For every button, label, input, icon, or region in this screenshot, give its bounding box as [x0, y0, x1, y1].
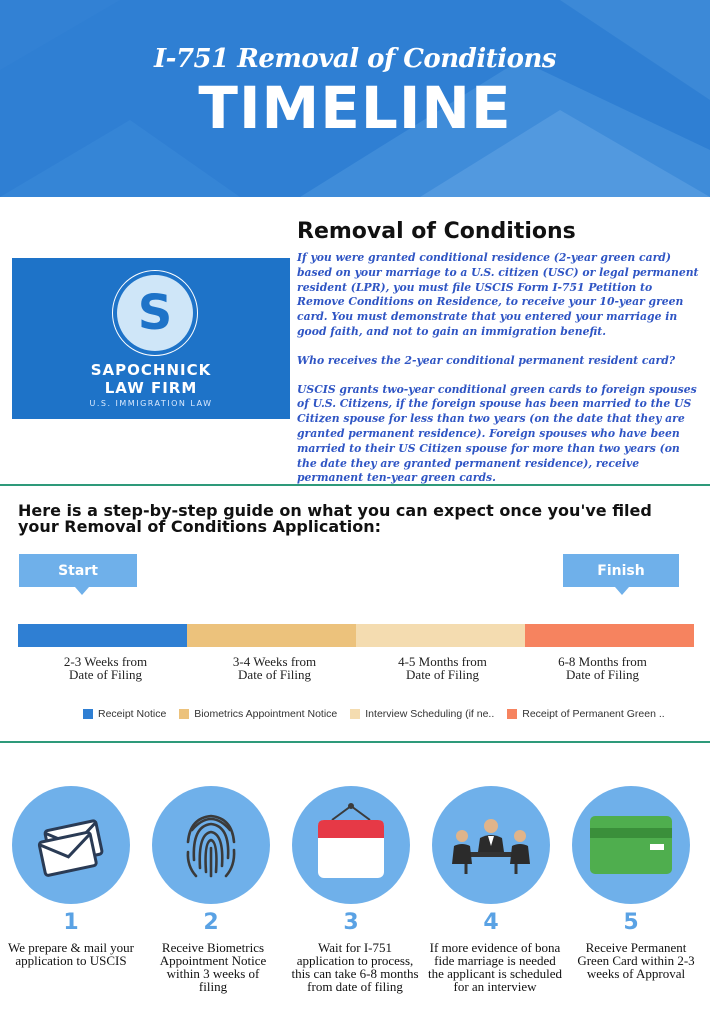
- legend-swatch: [507, 709, 517, 719]
- calendar-icon: [292, 786, 410, 904]
- legend-swatch: [179, 709, 189, 719]
- step-3-text: Wait for I-751 application to process, this can take 6-8 months from date of filing: [291, 940, 419, 994]
- step-1-circle: [12, 786, 130, 904]
- interview-icon: [432, 786, 550, 904]
- logo-name-line2: LAW FIRM: [104, 379, 198, 397]
- step-2-text: Receive Biometrics Appointment Notice within 3 weeks of filing: [159, 940, 267, 994]
- timeline-label: [21, 655, 190, 681]
- logo-name: [12, 361, 290, 397]
- step-4-circle: [432, 786, 550, 904]
- intro-title: Removal of Conditions: [297, 219, 576, 244]
- timeline-segment-green-card: [525, 624, 694, 647]
- timeline-label-line1: 4-5 Months from: [398, 654, 487, 669]
- intro-body: [297, 251, 702, 500]
- legend-label: Biometrics Appointment Notice: [194, 708, 338, 720]
- step-1-number: 1: [63, 910, 79, 935]
- timeline-label: [190, 655, 359, 681]
- step-3-circle: [292, 786, 410, 904]
- section-divider: [0, 484, 710, 486]
- step-4-number: 4: [483, 910, 499, 935]
- timeline-label-line2: Date of Filing: [566, 667, 639, 682]
- legend-swatch: [83, 709, 93, 719]
- step-5-number: 5: [623, 910, 639, 935]
- step-2-circle: [152, 786, 270, 904]
- fingerprint-icon: [152, 786, 270, 904]
- step-5-text: Receive Permanent Green Card within 2-3 weeks of Approval: [577, 940, 695, 981]
- finish-flag: Finish: [563, 554, 679, 587]
- law-firm-logo: [12, 258, 290, 419]
- envelope-icon: [12, 786, 130, 904]
- step-2-number: 2: [203, 910, 219, 935]
- start-flag: Start: [19, 554, 137, 587]
- timeline-label-line2: Date of Filing: [69, 667, 142, 682]
- step-4-text: If more evidence of bona fide marriage is needed the applicant is scheduled for an interview: [428, 940, 562, 994]
- guide-heading: Here is a step-by-step guide on what you can expect once you've filed your Removal of Conditions Application:: [18, 501, 652, 536]
- timeline-legend: [83, 708, 678, 720]
- legend-label: Interview Scheduling (if ne..: [365, 708, 495, 720]
- logo-s-icon: S: [117, 275, 193, 351]
- logo-name-line1: SAPOCHNICK: [90, 361, 212, 379]
- section-divider: [0, 741, 710, 743]
- header-subtitle: I-751 Removal of Conditions: [153, 44, 556, 74]
- intro-paragraph: USCIS grants two-year conditional green cards to foreign spouses of U.S. Citizens, if the foreign spouse has been married to the US Citizen spouse for less than two years (on the date that they are granted permanent residence). Foreign spouses who have been married to their US Citizen spouse for more than two years (on the date they are granted permanent residence), receive permanent ten-year green cards.: [297, 382, 697, 485]
- legend-item: [179, 708, 337, 720]
- timeline-label: [518, 655, 687, 681]
- page-title: TIMELINE: [198, 74, 512, 142]
- legend-swatch: [350, 709, 360, 719]
- timeline-segment-receipt: [18, 624, 187, 647]
- step-5-circle: [572, 786, 690, 904]
- legend-label: Receipt Notice: [98, 708, 167, 720]
- timeline-segment-biometrics: [187, 624, 356, 647]
- legend-item: [350, 708, 494, 720]
- step-3-number: 3: [343, 910, 359, 935]
- header-banner: [0, 0, 710, 197]
- green-card-icon: [572, 786, 690, 904]
- legend-item: [83, 708, 166, 720]
- step-1-text: We prepare & mail your application to USCIS: [8, 940, 135, 968]
- timeline-label-line1: 2-3 Weeks from: [63, 654, 148, 669]
- legend-label: Receipt of Permanent Green ..: [522, 708, 665, 720]
- timeline-label-line2: Date of Filing: [238, 667, 311, 682]
- intro-question: Who receives the 2-year conditional permanent resident card?: [297, 353, 676, 367]
- timeline-segment-interview: [356, 624, 525, 647]
- timeline-label: [358, 655, 527, 681]
- timeline-label-line1: 6-8 Months from: [558, 654, 647, 669]
- logo-tagline: U.S. IMMIGRATION LAW: [89, 399, 213, 408]
- timeline-label-line1: 3-4 Weeks from: [232, 654, 317, 669]
- intro-paragraph: If you were granted conditional residence (2-year green card) based on your marriage to a U.S. citizen (USC) or legal permanent resident (LPR), you must file USCIS Form I-751 Petition to Remove Conditions on Residence, to receive your 10-year green card. You must demonstrate that you entered your marriage in good faith, and not to gain an immigration benefit.: [297, 251, 699, 338]
- timeline-label-line2: Date of Filing: [406, 667, 479, 682]
- legend-item: [507, 708, 664, 720]
